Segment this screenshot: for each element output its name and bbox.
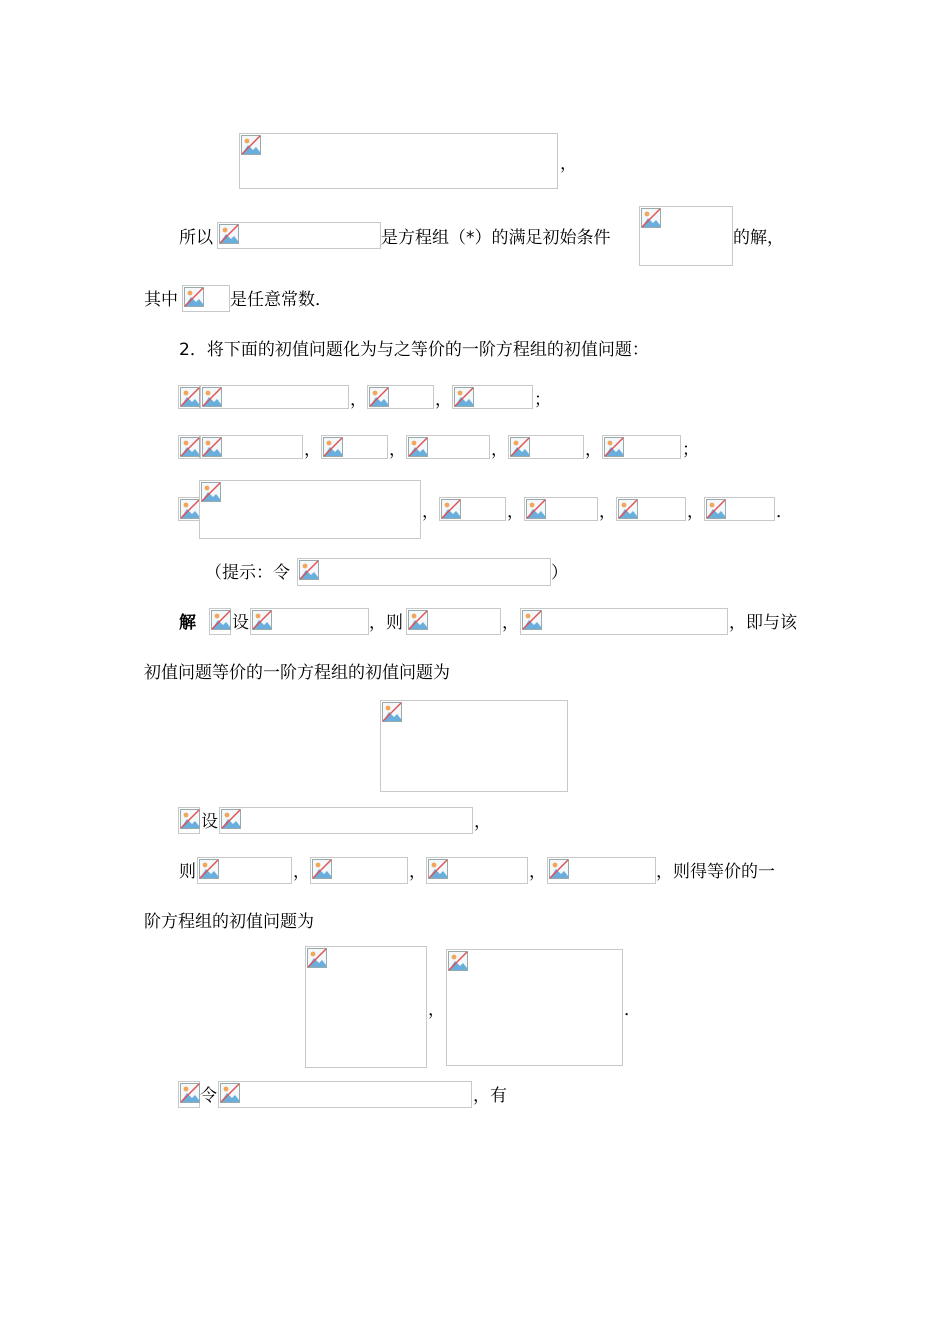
broken-image-icon <box>312 859 332 879</box>
solution-label: 解 <box>179 613 196 633</box>
formula-image <box>199 480 421 539</box>
comma-text: ， <box>409 862 426 882</box>
so-text: 所以 <box>179 228 213 248</box>
formula-image <box>178 807 200 834</box>
period-text: ． <box>624 1000 641 1020</box>
comma-text: ， <box>422 502 439 522</box>
formula-image <box>406 435 490 459</box>
set-text: 设 <box>232 613 249 633</box>
broken-image-icon <box>323 437 343 457</box>
formula-image <box>524 497 598 521</box>
formula-image <box>704 497 775 521</box>
formula-image <box>178 385 200 409</box>
formula-image <box>508 435 584 459</box>
broken-image-icon <box>428 859 448 879</box>
formula-image <box>406 608 501 635</box>
let-text: 令 <box>200 1086 217 1106</box>
comma-text: ， <box>389 440 406 460</box>
where-text: 其中 <box>144 290 178 310</box>
broken-image-icon <box>184 287 204 307</box>
broken-image-icon <box>202 437 222 457</box>
formula-image <box>367 385 434 409</box>
formula-image <box>439 497 506 521</box>
broken-image-icon <box>382 702 402 722</box>
broken-image-icon <box>454 387 474 407</box>
formula-image <box>321 435 388 459</box>
comma-text: ， <box>428 1000 445 1020</box>
formula-image <box>547 857 656 884</box>
broken-image-icon <box>180 387 200 407</box>
comma-text: ， <box>585 440 602 460</box>
broken-image-icon <box>219 224 239 244</box>
formula-image <box>219 807 473 834</box>
arbitrary-text: 是任意常数． <box>230 290 332 310</box>
broken-image-icon <box>211 610 231 630</box>
broken-image-icon <box>180 809 200 829</box>
comma-text: ， <box>350 390 367 410</box>
formula-image <box>520 608 728 635</box>
hint-close-text: ） <box>551 563 568 583</box>
formula-image <box>452 385 533 409</box>
have-text: ，有 <box>473 1086 507 1106</box>
formula-image <box>426 857 528 884</box>
broken-image-icon <box>448 951 468 971</box>
comma-text: ， <box>304 440 321 460</box>
broken-image-icon <box>618 499 638 519</box>
broken-image-icon <box>241 135 261 155</box>
solution-line-2: 初值问题等价的一阶方程组的初值问题为 <box>144 663 450 683</box>
comma-text: ， <box>599 502 616 522</box>
broken-image-icon <box>369 387 389 407</box>
get-equiv-text: ，则得等价的一 <box>656 862 775 882</box>
formula-image <box>200 435 303 459</box>
comma-text: ， <box>491 440 508 460</box>
formula-image <box>250 608 369 635</box>
broken-image-icon <box>408 610 428 630</box>
comma-text: ， <box>529 862 546 882</box>
formula-image <box>178 497 200 521</box>
broken-image-icon <box>202 387 222 407</box>
comma-text: ， <box>474 812 491 832</box>
hint-open-text: （提示：令 <box>205 563 290 583</box>
formula-image <box>616 497 686 521</box>
broken-image-icon <box>549 859 569 879</box>
broken-image-icon <box>220 1083 240 1103</box>
formula-image <box>305 946 427 1068</box>
formula-image <box>178 1081 200 1108</box>
formula-image <box>209 608 231 635</box>
broken-image-icon <box>299 560 319 580</box>
set-text: 设 <box>201 812 218 832</box>
formula-image <box>297 558 551 586</box>
then-text: ，则 <box>369 613 403 633</box>
comma-text: ， <box>560 154 577 174</box>
broken-image-icon <box>641 208 661 228</box>
is-solution-text: 是方程组（*）的满足初始条件 <box>381 228 611 248</box>
broken-image-icon <box>604 437 624 457</box>
period-text: ． <box>776 502 793 522</box>
problem-2-statement: 2．将下面的初值问题化为与之等价的一阶方程组的初值问题： <box>179 340 649 360</box>
namely-text: ，即与该 <box>729 613 797 633</box>
then-text: 则 <box>179 862 196 882</box>
formula-image <box>197 857 292 884</box>
broken-image-icon <box>706 499 726 519</box>
comma-text: ， <box>507 502 524 522</box>
formula-image <box>178 435 200 459</box>
formula-image <box>239 133 558 189</box>
broken-image-icon <box>408 437 428 457</box>
broken-image-icon <box>526 499 546 519</box>
formula-image <box>310 857 408 884</box>
broken-image-icon <box>441 499 461 519</box>
formula-image <box>218 1081 472 1108</box>
semicolon-text: ； <box>682 440 699 460</box>
the-solution-text: 的解， <box>733 228 784 248</box>
broken-image-icon <box>180 1083 200 1103</box>
broken-image-icon <box>510 437 530 457</box>
broken-image-icon <box>221 809 241 829</box>
broken-image-icon <box>252 610 272 630</box>
comma-text: ， <box>293 862 310 882</box>
comma-text: ， <box>502 613 519 633</box>
formula-image <box>446 949 623 1066</box>
broken-image-icon <box>199 859 219 879</box>
part2-line-2: 阶方程组的初值问题为 <box>144 912 314 932</box>
broken-image-icon <box>522 610 542 630</box>
comma-text: ， <box>687 502 704 522</box>
formula-image <box>182 285 230 312</box>
formula-image <box>217 222 381 249</box>
formula-image <box>200 385 349 409</box>
broken-image-icon <box>307 948 327 968</box>
formula-image <box>639 206 733 266</box>
broken-image-icon <box>180 499 200 519</box>
formula-image <box>380 700 568 792</box>
broken-image-icon <box>201 482 221 502</box>
broken-image-icon <box>180 437 200 457</box>
formula-image <box>602 435 681 459</box>
comma-text: ， <box>435 390 452 410</box>
semicolon-text: ； <box>534 390 551 410</box>
